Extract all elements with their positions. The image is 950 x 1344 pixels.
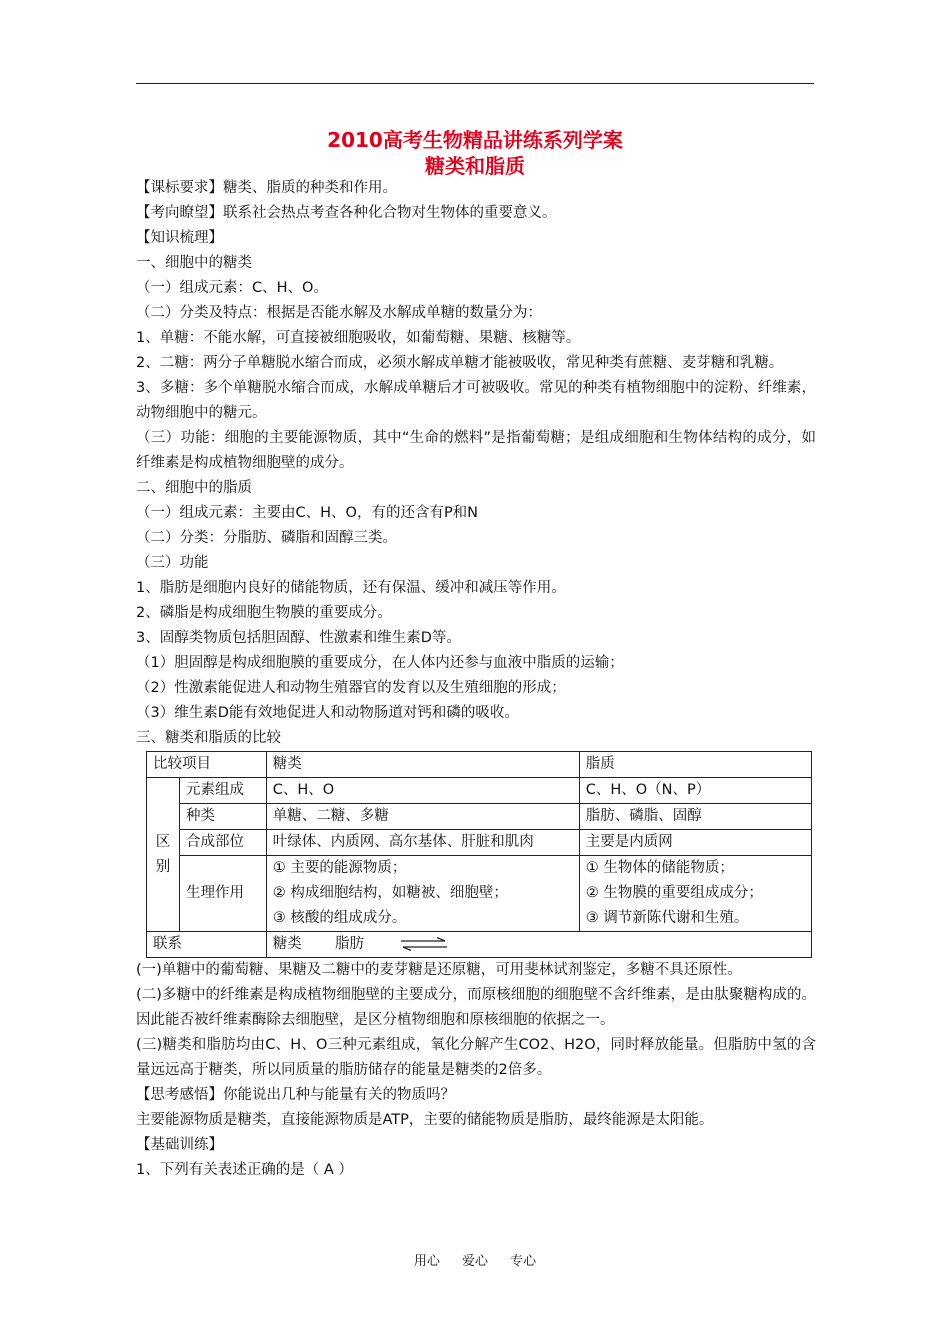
row-item: 元素组成 bbox=[180, 778, 267, 804]
text-line: 【考向瞭望】联系社会热点考查各种化合物对生物体的重要意义。 bbox=[136, 205, 557, 221]
function-sugar-line: ② 构成细胞结构，如糖被、细胞壁； bbox=[272, 885, 508, 901]
row-lipid: 主要是内质网 bbox=[579, 830, 811, 856]
notes-section bbox=[136, 958, 816, 1183]
text-line: （三）功能：细胞的主要能源物质，其中“生命的燃料”是指葡萄糖；是组成细胞和生物体结构的成分，如纤维素是构成植物细胞壁的成分。 bbox=[136, 430, 816, 471]
text-line: 三、糖类和脂质的比较 bbox=[136, 730, 281, 746]
document-subtitle: 糖类和脂质 bbox=[425, 154, 525, 178]
function-sugar-line: ① 主要的能源物质； bbox=[272, 860, 407, 876]
group-label-char: 区 bbox=[155, 833, 171, 850]
text-line: (三)糖类和脂肪均由C、H、O三种元素组成，氧化分解产生CO2、H2O，同时释放能量。但脂肪中氢的含量远远高于糖类，所以同质量的脂肪储存的能量是糖类的2倍多。 bbox=[136, 1037, 816, 1078]
text-line: （二）分类：分脂肪、磷脂和固醇三类。 bbox=[136, 530, 397, 546]
function-lipid-line: ③ 调节新陈代谢和生殖。 bbox=[585, 910, 749, 926]
table-header-sugar: 糖类 bbox=[266, 752, 579, 778]
text-line: 【基础训练】 bbox=[136, 1137, 223, 1153]
text-line: 二、细胞中的脂质 bbox=[136, 480, 252, 496]
group-label-char: 别 bbox=[155, 858, 171, 875]
text-line: （3）维生素D能有效地促进人和动物肠道对钙和磷的吸收。 bbox=[136, 705, 519, 721]
intro-section bbox=[136, 176, 816, 751]
row-item: 生理作用 bbox=[180, 856, 267, 932]
row-sugar: 单糖、二糖、多糖 bbox=[266, 804, 579, 830]
relation-label: 联系 bbox=[147, 932, 267, 958]
group-label-difference bbox=[147, 778, 180, 932]
function-sugar-cell bbox=[266, 856, 579, 932]
text-line: 【知识梳理】 bbox=[136, 230, 223, 246]
table-row bbox=[147, 778, 812, 804]
table-row bbox=[147, 830, 812, 856]
row-lipid: 脂肪、磷脂、固醇 bbox=[579, 804, 811, 830]
table-row-function bbox=[147, 856, 812, 932]
relation-cell bbox=[266, 932, 811, 958]
text-line: 【课标要求】糖类、脂质的种类和作用。 bbox=[136, 180, 397, 196]
text-line: （三）功能 bbox=[136, 555, 209, 571]
function-lipid-cell bbox=[579, 856, 811, 932]
row-item: 种类 bbox=[180, 804, 267, 830]
row-sugar: C、H、O bbox=[266, 778, 579, 804]
table-row bbox=[147, 804, 812, 830]
text-line: 2、二糖：两分子单糖脱水缩合而成，必须水解成单糖才能被吸收，常见种类有蔗糖、麦芽糖和乳糖。 bbox=[136, 355, 784, 371]
text-line: 3、固醇类物质包括胆固醇、性激素和维生素D等。 bbox=[136, 630, 461, 646]
document-title: 2010高考生物精品讲练系列学案 bbox=[327, 128, 623, 152]
function-lipid-line: ② 生物膜的重要组成成分； bbox=[585, 885, 763, 901]
text-line: (二)多糖中的纤维素是构成植物细胞壁的主要成分，而原核细胞的细胞壁不含纤维素，是由肽聚糖构成的。因此能否被纤维素酶除去细胞壁，是区分植物细胞和原核细胞的依据之一。 bbox=[136, 987, 816, 1028]
row-lipid: C、H、O（N、P） bbox=[579, 778, 811, 804]
text-line: （1）胆固醇是构成细胞膜的重要成分，在人体内还参与血液中脂质的运输； bbox=[136, 655, 624, 671]
text-line: 主要能源物质是糖类，直接能源物质是ATP，主要的储能物质是脂肪，最终能源是太阳能。 bbox=[136, 1112, 714, 1128]
text-line: 1、下列有关表述正确的是（ A ） bbox=[136, 1162, 353, 1178]
table-row-relation bbox=[147, 932, 812, 958]
text-line: （一）组成元素：C、H、O。 bbox=[136, 280, 328, 296]
text-line: 【思考感悟】你能说出几种与能量有关的物质吗？ bbox=[136, 1087, 455, 1103]
text-line: (一)单糖中的葡萄糖、果糖及二糖中的麦芽糖是还原糖，可用斐林试剂鉴定，多糖不具还原性。 bbox=[136, 962, 742, 978]
comparison-table bbox=[146, 751, 812, 958]
table-header-item: 比较项目 bbox=[147, 752, 267, 778]
row-item: 合成部位 bbox=[180, 830, 267, 856]
document-body bbox=[136, 176, 816, 1183]
text-line: 1、脂肪是细胞内良好的储能物质，还有保温、缓冲和减压等作用。 bbox=[136, 580, 566, 596]
row-sugar: 叶绿体、内质网、高尔基体、肝脏和肌肉 bbox=[266, 830, 579, 856]
text-line: 1、单糖：不能水解，可直接被细胞吸收，如葡萄糖、果糖、核糖等。 bbox=[136, 330, 581, 346]
header-rule bbox=[136, 83, 814, 84]
text-line: （二）分类及特点：根据是否能水解及水解成单糖的数量分为： bbox=[136, 305, 542, 321]
table-header-lipid: 脂质 bbox=[579, 752, 811, 778]
function-lipid-line: ① 生物体的储能物质； bbox=[585, 860, 734, 876]
text-line: （一）组成元素：主要由C、H、O，有的还含有P和N bbox=[136, 505, 479, 521]
relation-sugar: 糖类 bbox=[272, 936, 302, 952]
text-line: 2、磷脂是构成细胞生物膜的重要成分。 bbox=[136, 605, 392, 621]
group-label-text bbox=[153, 830, 173, 880]
text-line: （2）性激素能促进人和动物生殖器官的发育以及生殖细胞的形成； bbox=[136, 680, 566, 696]
table-header-row bbox=[147, 752, 812, 778]
page-footer: 用心 爱心 专心 bbox=[413, 1254, 537, 1269]
reversible-arrows-icon bbox=[399, 937, 449, 951]
function-sugar-line: ③ 核酸的组成成分。 bbox=[272, 910, 407, 926]
relation-fat: 脂肪 bbox=[334, 936, 364, 952]
text-line: 3、多糖：多个单糖脱水缩合而成，水解成单糖后才可被吸收。常见的种类有植物细胞中的淀粉、纤维素，动物细胞中的糖元。 bbox=[136, 380, 816, 421]
text-line: 一、细胞中的糖类 bbox=[136, 255, 252, 271]
